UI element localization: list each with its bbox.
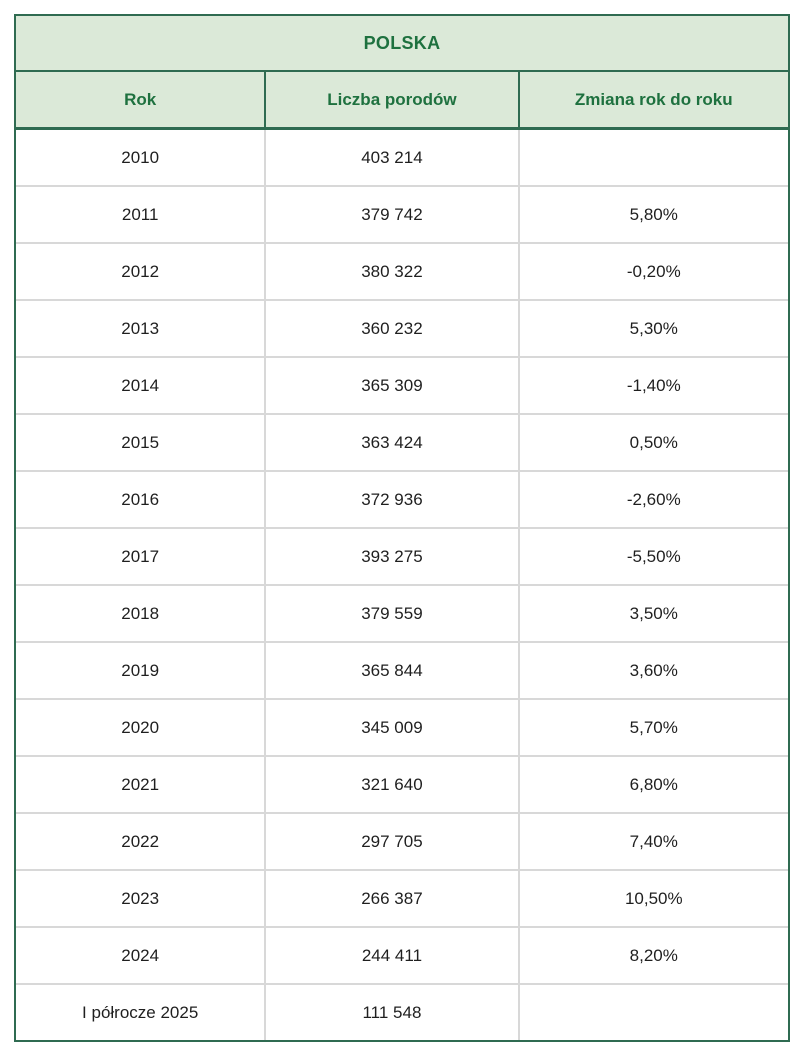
year-cell: 2015 — [16, 414, 265, 471]
births-count-cell: 363 424 — [265, 414, 518, 471]
table-title: POLSKA — [16, 16, 788, 71]
table-row — [16, 756, 788, 813]
births-count-cell: 379 559 — [265, 585, 518, 642]
table-row — [16, 129, 788, 187]
table-row — [16, 699, 788, 756]
table-row — [16, 414, 788, 471]
yoy-change-cell: 7,40% — [519, 813, 788, 870]
year-cell: 2020 — [16, 699, 265, 756]
year-cell: 2023 — [16, 870, 265, 927]
births-count-cell: 266 387 — [265, 870, 518, 927]
table-row — [16, 357, 788, 414]
column-header-rok: Rok — [16, 71, 265, 129]
yoy-change-cell: -0,20% — [519, 243, 788, 300]
births-count-cell: 360 232 — [265, 300, 518, 357]
births-count-cell: 403 214 — [265, 129, 518, 187]
births-count-cell: 244 411 — [265, 927, 518, 984]
yoy-change-cell: 5,80% — [519, 186, 788, 243]
yoy-change-cell: 10,50% — [519, 870, 788, 927]
table-row — [16, 243, 788, 300]
table-row — [16, 813, 788, 870]
table-row — [16, 186, 788, 243]
table-row — [16, 300, 788, 357]
yoy-change-cell — [519, 984, 788, 1040]
yoy-change-cell: 8,20% — [519, 927, 788, 984]
year-cell: 2021 — [16, 756, 265, 813]
table-row — [16, 870, 788, 927]
year-cell: 2011 — [16, 186, 265, 243]
yoy-change-cell: -1,40% — [519, 357, 788, 414]
births-count-cell: 380 322 — [265, 243, 518, 300]
yoy-change-cell — [519, 129, 788, 187]
births-count-cell: 365 309 — [265, 357, 518, 414]
births-count-cell: 321 640 — [265, 756, 518, 813]
table-row — [16, 984, 788, 1040]
births-count-cell: 393 275 — [265, 528, 518, 585]
year-cell: 2012 — [16, 243, 265, 300]
yoy-change-cell: 5,70% — [519, 699, 788, 756]
year-cell: 2017 — [16, 528, 265, 585]
table-frame — [14, 14, 790, 1042]
title-row — [16, 16, 788, 71]
table-head — [16, 16, 788, 129]
year-cell: 2016 — [16, 471, 265, 528]
yoy-change-cell: -5,50% — [519, 528, 788, 585]
year-cell: 2024 — [16, 927, 265, 984]
yoy-change-cell: 5,30% — [519, 300, 788, 357]
yoy-change-cell: 3,60% — [519, 642, 788, 699]
births-count-cell: 111 548 — [265, 984, 518, 1040]
year-cell: 2022 — [16, 813, 265, 870]
year-cell: 2010 — [16, 129, 265, 187]
births-count-cell: 365 844 — [265, 642, 518, 699]
column-header-zmiana-rok-do-roku: Zmiana rok do roku — [519, 71, 788, 129]
table-row — [16, 642, 788, 699]
column-header-liczba-porodow: Liczba porodów — [265, 71, 518, 129]
year-cell: 2018 — [16, 585, 265, 642]
table-row — [16, 471, 788, 528]
table-row — [16, 528, 788, 585]
year-cell: I półrocze 2025 — [16, 984, 265, 1040]
births-count-cell: 297 705 — [265, 813, 518, 870]
yoy-change-cell: -2,60% — [519, 471, 788, 528]
year-cell: 2019 — [16, 642, 265, 699]
table-row — [16, 585, 788, 642]
births-table — [16, 16, 788, 1040]
yoy-change-cell: 0,50% — [519, 414, 788, 471]
births-count-cell: 345 009 — [265, 699, 518, 756]
table-row — [16, 927, 788, 984]
yoy-change-cell: 3,50% — [519, 585, 788, 642]
births-count-cell: 379 742 — [265, 186, 518, 243]
year-cell: 2013 — [16, 300, 265, 357]
table-body — [16, 129, 788, 1041]
year-cell: 2014 — [16, 357, 265, 414]
births-count-cell: 372 936 — [265, 471, 518, 528]
yoy-change-cell: 6,80% — [519, 756, 788, 813]
column-header-row — [16, 71, 788, 129]
